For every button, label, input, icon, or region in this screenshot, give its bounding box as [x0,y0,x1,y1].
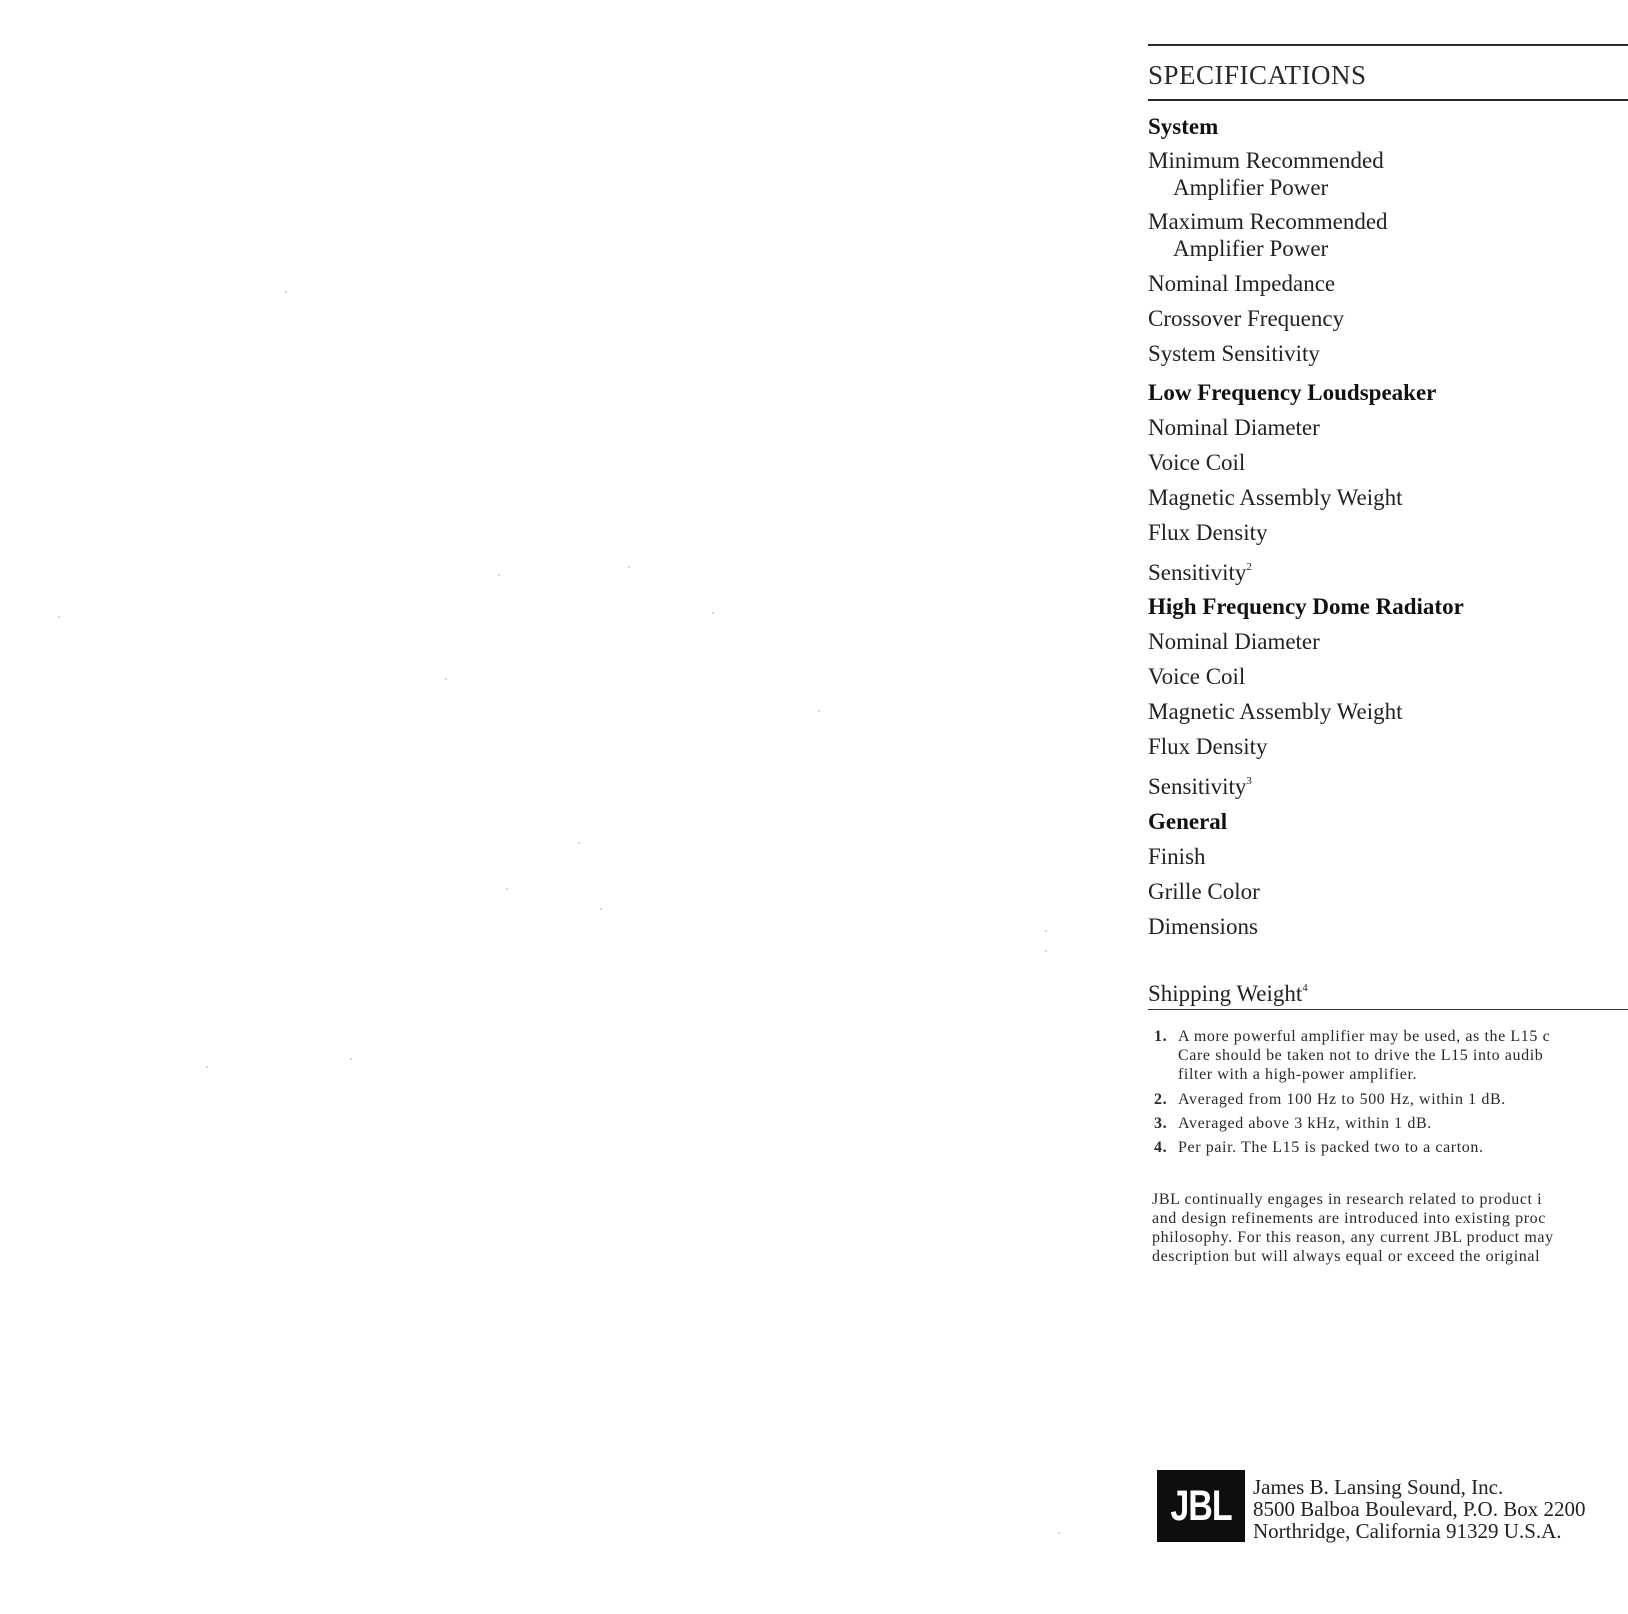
title-rule [1148,99,1628,101]
company-address [1253,1476,1585,1542]
footnote-3 [1154,1114,1432,1133]
spec-label: Finish [1148,844,1206,869]
spec-label-text: Sensitivity [1148,774,1247,799]
scan-speck [206,1066,208,1068]
spec-label: Nominal Impedance [1148,271,1336,296]
jbl-logo [1157,1470,1245,1542]
jbl-logo-text: JBL [1170,1481,1232,1530]
spec-label-shipping-weight [1148,975,1308,1007]
spec-label-text: Shipping Weight [1148,981,1303,1006]
specifications-panel [1148,0,1628,1614]
address-line: Northridge, California 91329 U.S.A. [1253,1519,1562,1543]
section-heading-low-frequency: Low Frequency Loudspeaker [1148,380,1437,405]
scan-speck [578,842,580,844]
footnote-4 [1154,1138,1484,1157]
spec-label: Grille Color [1148,879,1260,904]
footnote-1 [1154,1027,1550,1084]
spec-label-sensitivity [1148,768,1252,800]
footnote-ref: 4 [1302,982,1308,994]
section-heading-general: General [1148,809,1228,834]
spec-label: Magnetic Assembly Weight [1148,485,1403,510]
footnote-number: 2. [1154,1091,1168,1108]
scan-speck [818,710,820,712]
disclaimer-paragraph [1152,1190,1554,1266]
scan-speck [628,566,630,568]
spec-label: Dimensions [1148,914,1258,939]
footnote-number: 1. [1154,1028,1168,1045]
spec-label-text: Sensitivity [1148,560,1247,585]
scan-speck [600,908,602,910]
scan-speck [498,574,500,576]
scan-speck [1045,930,1047,932]
scan-speck [1058,1532,1060,1534]
footnote-ref: 3 [1246,775,1252,787]
spec-label: Flux Density [1148,520,1268,545]
footnote-text: Averaged above 3 kHz, within 1 dB. [1178,1115,1432,1132]
footnote-number: 4. [1154,1139,1168,1156]
spec-label: System Sensitivity [1148,341,1320,366]
spec-label: Nominal Diameter [1148,629,1320,654]
address-line: 8500 Balboa Boulevard, P.O. Box 2200 [1253,1497,1586,1521]
page-title: SPECIFICATIONS [1148,60,1367,90]
spec-label-sensitivity [1148,554,1252,586]
spec-label: Crossover Frequency [1148,306,1345,331]
spec-label: Maximum Recommended [1148,209,1388,234]
footnote-rule [1148,1009,1628,1010]
scan-speck [285,291,287,293]
spec-label: Magnetic Assembly Weight [1148,699,1403,724]
disclaimer-line: philosophy. For this reason, any current JBL product may [1152,1229,1554,1246]
scan-speck [350,1058,352,1060]
footnote-text: Care should be taken not to drive the L15 into audib [1178,1047,1544,1064]
footnote-text: Averaged from 100 Hz to 500 Hz, within 1 dB. [1178,1091,1506,1108]
scan-speck [712,612,714,614]
footnote-text: A more powerful amplifier may be used, as the L15 c [1178,1028,1551,1045]
scan-speck [445,678,447,680]
spec-label: Minimum Recommended [1148,148,1384,173]
spec-label-continued: Amplifier Power [1173,175,1329,200]
footnote-number: 3. [1154,1115,1168,1132]
footnote-2 [1154,1090,1506,1109]
scan-speck [1045,950,1047,952]
footnote-text: Per pair. The L15 is packed two to a carton. [1178,1139,1484,1156]
spec-label: Voice Coil [1148,664,1246,689]
disclaimer-line: description but will always equal or exceed the original [1152,1248,1541,1265]
section-heading-system: System [1148,114,1219,139]
section-heading-high-frequency: High Frequency Dome Radiator [1148,594,1464,619]
disclaimer-line: and design refinements are introduced into existing proc [1152,1210,1546,1227]
spec-label: Nominal Diameter [1148,415,1320,440]
disclaimer-line: JBL continually engages in research related to product i [1152,1191,1543,1208]
footnote-text: filter with a high-power amplifier. [1178,1066,1418,1083]
top-rule [1148,44,1628,46]
spec-label-continued: Amplifier Power [1173,236,1329,261]
footnote-ref: 2 [1246,561,1252,573]
address-line: James B. Lansing Sound, Inc. [1253,1475,1504,1499]
scan-speck [506,888,508,890]
spec-label: Flux Density [1148,734,1268,759]
scan-speck [58,616,60,618]
spec-label: Voice Coil [1148,450,1246,475]
